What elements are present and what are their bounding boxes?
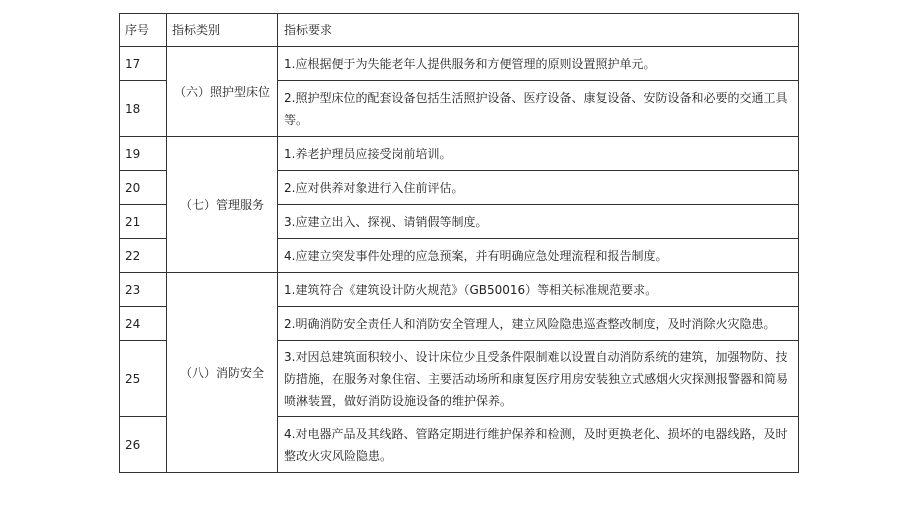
requirement-cell: 4.对电器产品及其线路、管路定期进行维护保养和检测，及时更换老化、损坏的电器线路，及时整改火灾风险隐患。 [278,417,799,473]
requirement-cell: 1.养老护理员应接受岗前培训。 [278,137,799,171]
category-cell: （七）管理服务 [167,137,278,273]
header-no: 序号 [120,14,167,47]
requirement-cell: 2.明确消防安全责任人和消防安全管理人，建立风险隐患巡查整改制度，及时消除火灾隐患。 [278,307,799,341]
row-number: 20 [120,171,167,205]
table-row [120,47,799,81]
row-number: 18 [120,81,167,137]
requirement-cell: 3.应建立出入、探视、请销假等制度。 [278,205,799,239]
header-requirement: 指标要求 [278,14,799,47]
standards-table [119,13,799,473]
requirement-cell: 2.应对供养对象进行入住前评估。 [278,171,799,205]
requirement-cell: 3.对因总建筑面积较小、设计床位少且受条件限制难以设置自动消防系统的建筑，加强物防、技防措施，在服务对象住宿、主要活动场所和康复医疗用房安装独立式感烟火灾探测报警器和简易喷淋装置，做好消防设施设备的维护保养。 [278,341,799,417]
requirement-cell: 4.应建立突发事件处理的应急预案，并有明确应急处理流程和报告制度。 [278,239,799,273]
row-number: 25 [120,341,167,417]
row-number: 19 [120,137,167,171]
row-number: 23 [120,273,167,307]
row-number: 24 [120,307,167,341]
requirement-cell: 1.建筑符合《建筑设计防火规范》（GB50016）等相关标准规范要求。 [278,273,799,307]
row-number: 22 [120,239,167,273]
header-row [120,14,799,47]
row-number: 26 [120,417,167,473]
row-number: 17 [120,47,167,81]
category-cell: （八）消防安全 [167,273,278,473]
requirement-cell: 1.应根据便于为失能老年人提供服务和方便管理的原则设置照护单元。 [278,47,799,81]
row-number: 21 [120,205,167,239]
header-category: 指标类别 [167,14,278,47]
table-row [120,137,799,171]
requirement-cell: 2.照护型床位的配套设备包括生活照护设备、医疗设备、康复设备、安防设备和必要的交通工具等。 [278,81,799,137]
table-row [120,273,799,307]
category-cell: （六）照护型床位 [167,47,278,137]
